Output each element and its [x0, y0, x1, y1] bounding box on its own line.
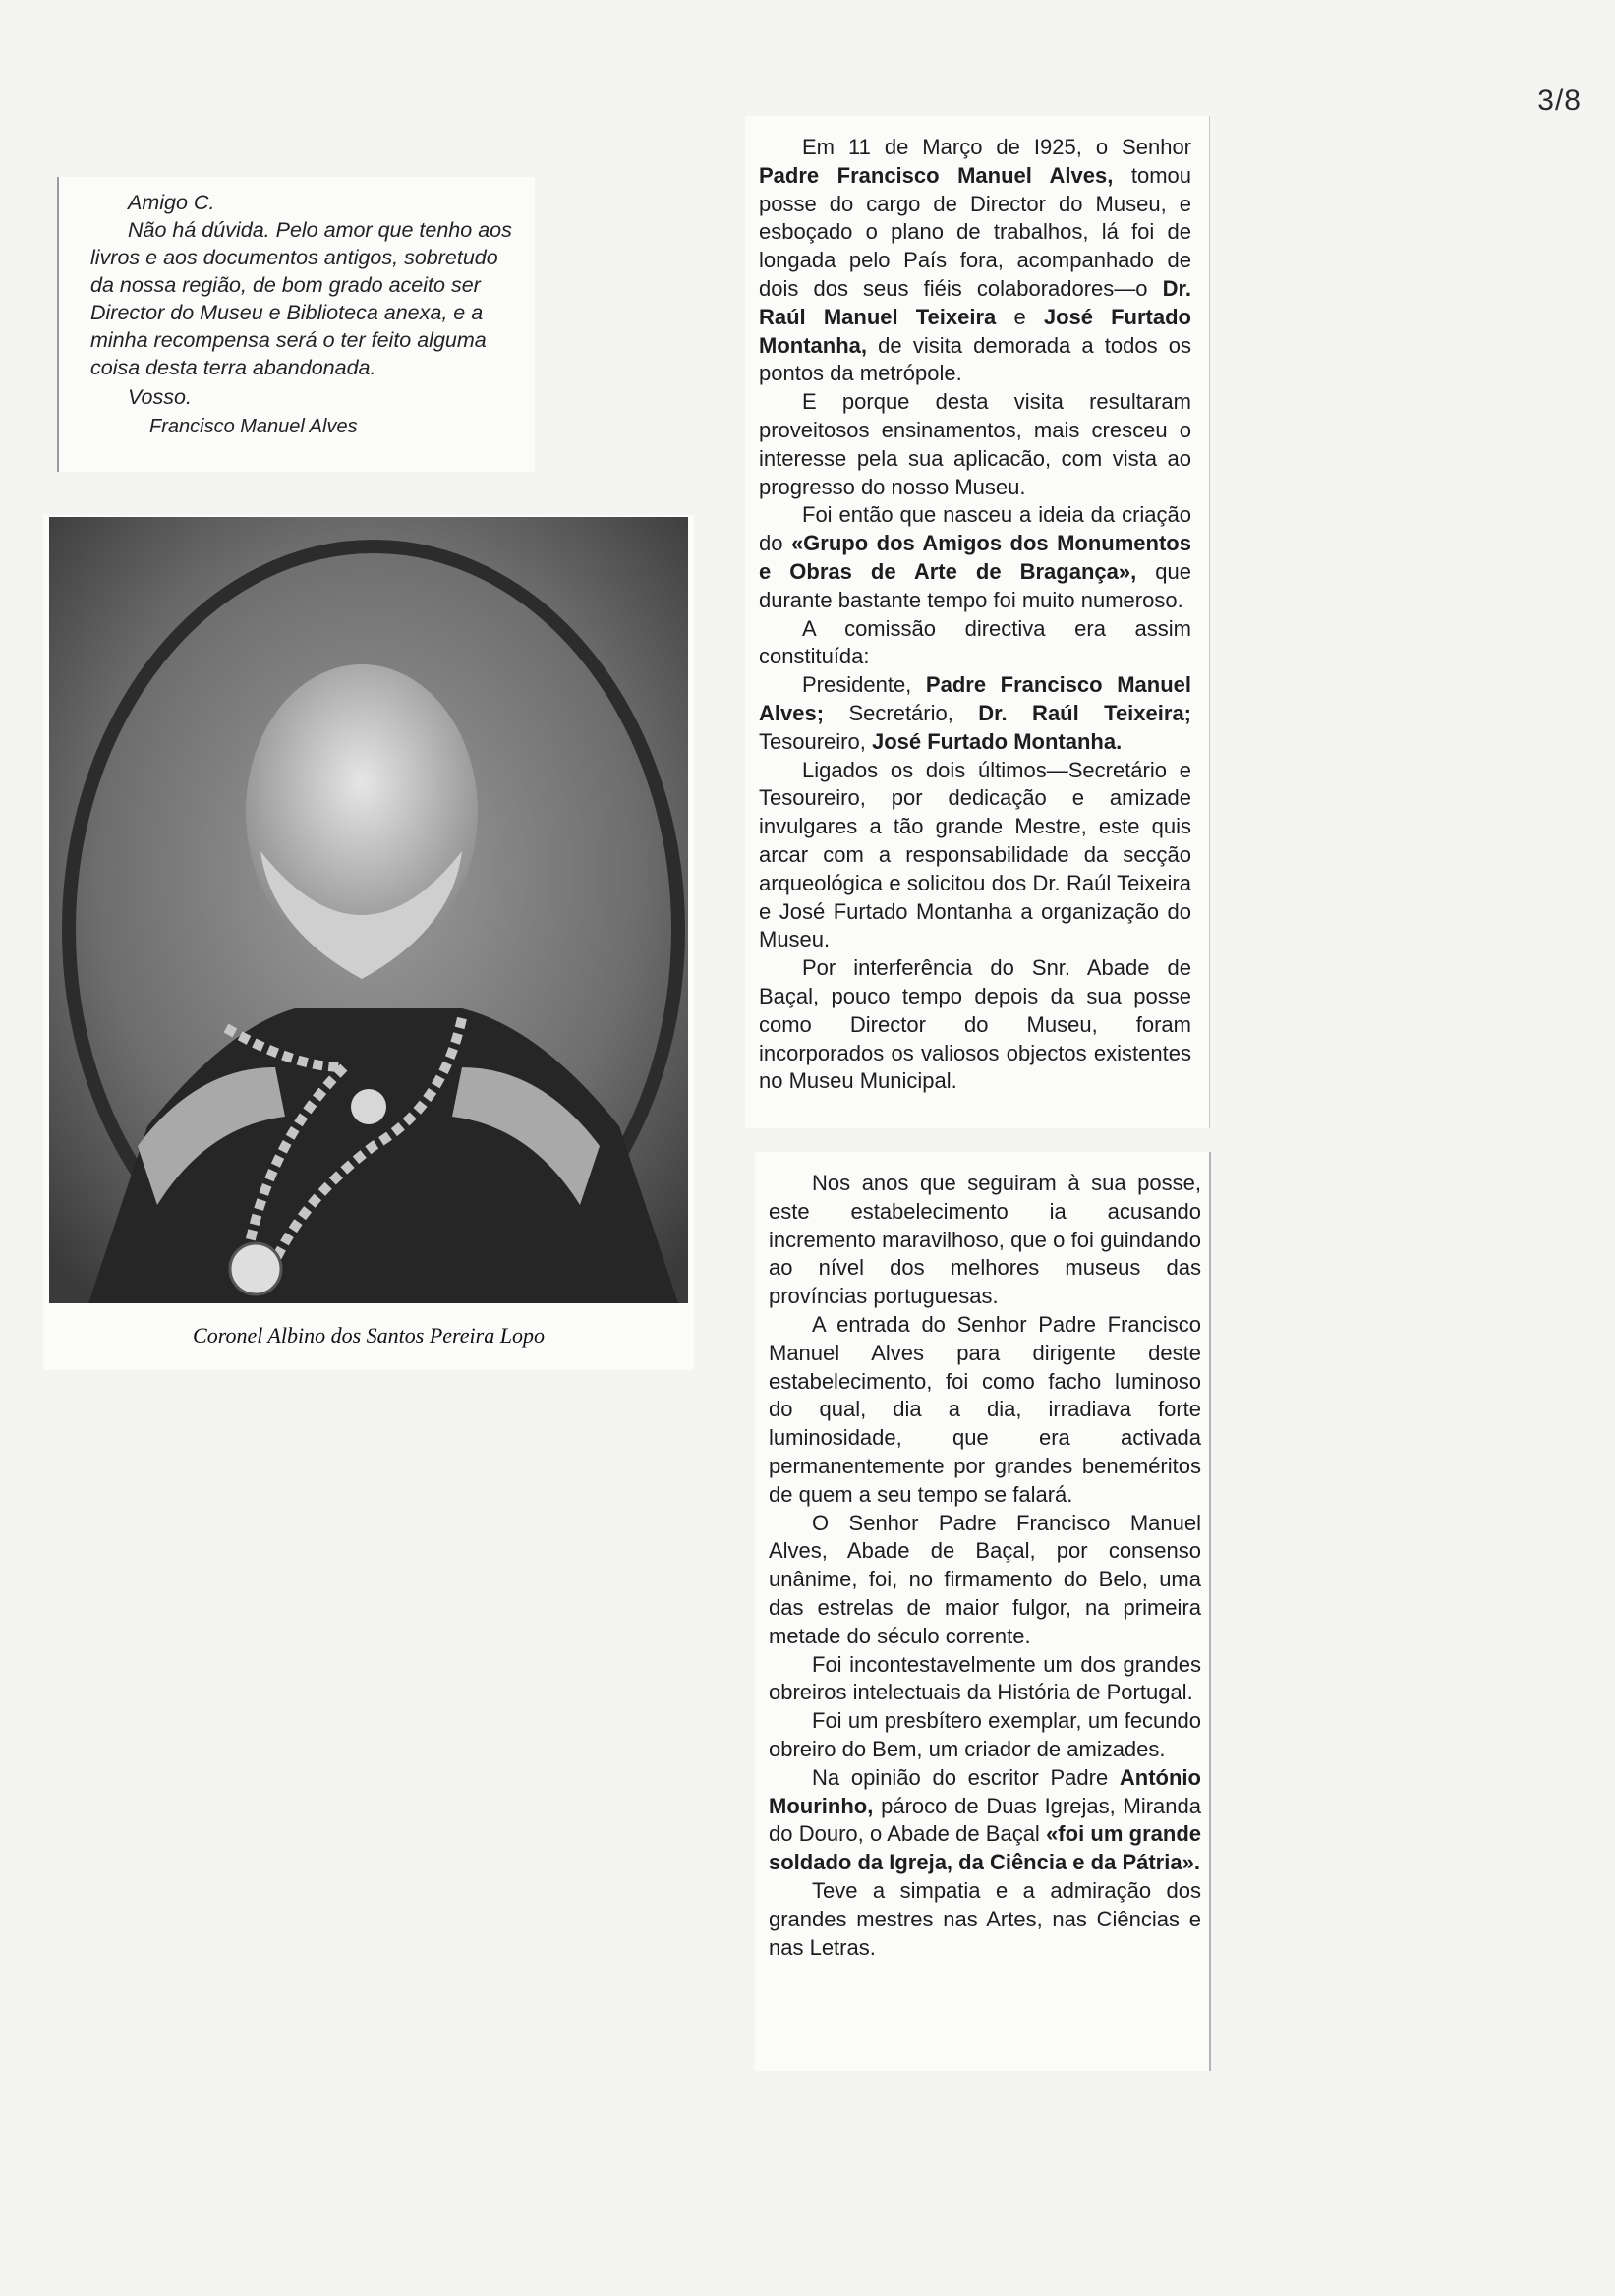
bold-text: José Furtado Montanha, — [759, 304, 1191, 358]
bold-text: Dr. Raúl Teixeira; — [978, 700, 1192, 725]
bold-text: Dr. Raúl Manuel Teixeira — [759, 275, 1191, 329]
article-column-1 — [745, 116, 1210, 1128]
paragraph — [769, 1764, 1201, 1877]
bold-text: José Furtado Montanha. — [871, 728, 1123, 754]
paragraph — [759, 501, 1191, 614]
bold-text: «foi um grande soldado da Igreja, da Ciência e da Pátria». — [769, 1821, 1201, 1875]
paragraph — [759, 671, 1191, 756]
paragraph: Foi incontestavelmente um dos grandes obreiros intelectuais da História de Portugal. — [769, 1651, 1201, 1705]
paragraph: Nos anos que seguiram à sua posse, este estabelecimento ia acusando incremento maravilhoso, que o foi guindando ao nível dos melhores museus das províncias portuguesas. — [769, 1171, 1201, 1309]
text: Na opinião do escritor Padre — [812, 1764, 1120, 1790]
letter-greeting: Amigo C. — [128, 191, 215, 214]
text: de visita demorada a todos os pontos da metrópole. — [759, 332, 1191, 386]
text: Em 11 de Março de I925, o Senhor — [802, 135, 1191, 159]
bold-text: Padre Francisco Manuel Alves; — [759, 672, 1191, 725]
letter-body: Não há dúvida. Pelo amor que tenho aos livros e aos documentos antigos, sobretudo da nossa região, de bom grado aceito ser Director do Museu e Biblioteca anexa, e a minha recompensa será o ter feito alguma coisa desta terra abandonada. — [90, 218, 512, 379]
photo-clipping — [43, 515, 694, 1370]
bold-text: Padre Francisco Manuel Alves, — [759, 162, 1114, 188]
text: e — [996, 304, 1044, 329]
paragraph: E porque desta visita resultaram proveitosos ensinamentos, mais cresceu o interesse pela sua aplicacão, com vista ao progresso do nosso Museu. — [759, 389, 1191, 499]
article-column-2 — [755, 1152, 1211, 2071]
column-1-text — [759, 134, 1191, 1096]
text: pároco de Duas Igrejas, Miranda do Douro, o Abade de Baçal — [769, 1793, 1201, 1847]
paragraph: A entrada do Senhor Padre Francisco Manuel Alves para dirigente deste estabelecimento, foi como facho luminoso do qual, dia a dia, irradiava forte luminosidade, que era activada permanentemente por grandes beneméritos de quem a seu tempo se falará. — [769, 1311, 1201, 1507]
page-number: 3/8 — [1537, 85, 1582, 117]
paragraph — [759, 134, 1191, 388]
portrait-image — [49, 517, 688, 1303]
text: Tesoureiro, — [759, 728, 872, 754]
paragraph: Por interferência do Snr. Abade de Baçal, pouco tempo depois da sua posse como Director do Museu, foram incorporados os valiosos objectos existentes no Museu Municipal. — [759, 955, 1191, 1094]
letter-text — [90, 189, 523, 440]
bold-text: António Mourinho, — [769, 1764, 1201, 1818]
paragraph: O Senhor Padre Francisco Manuel Alves, Abade de Baçal, por consenso unânime, foi, no firmamento do Belo, uma das estrelas de maior fulgor, na primeira metade do século corrente. — [769, 1510, 1201, 1648]
photo-caption: Coronel Albino dos Santos Pereira Lopo — [193, 1323, 545, 1348]
letter-clipping — [57, 177, 535, 472]
portrait-photo — [49, 517, 688, 1303]
paragraph: A comissão directiva era assim constituída: — [759, 615, 1191, 669]
text: Foi então que nasceu a ideia da criação do — [759, 502, 1191, 556]
text: Presidente, — [802, 672, 926, 698]
text: tomou posse do cargo de Director do Museu, e esboçado o plano de trabalhos, lá foi de longada pelo País fora, acompanhado de dois dos seus fiéis colaboradores—o — [759, 162, 1191, 301]
paragraph: Foi um presbítero exemplar, um fecundo obreiro do Bem, um criador de amizades. — [769, 1708, 1201, 1761]
text: que durante bastante tempo foi muito numeroso. — [759, 558, 1191, 612]
column-2-text — [769, 1170, 1201, 1962]
letter-closing: Vosso. — [128, 385, 192, 409]
letter-signature: Francisco Manuel Alves — [149, 416, 358, 437]
paragraph: Ligados os dois últimos—Secretário e Tesoureiro, por dedicação e amizade invulgares a tão grande Mestre, este quis arcar com a responsabilidade da secção arqueológica e solicitou dos Dr. Raúl Teixeira e José Furtado Montanha a organização do Museu. — [759, 757, 1191, 952]
paragraph: Teve a simpatia e a admiração dos grandes mestres nas Artes, nas Ciências e nas Letras. — [769, 1877, 1201, 1960]
bold-text: «Grupo dos Amigos dos Monumentos e Obras de Arte de Bragança», — [759, 531, 1191, 584]
text: Secretário, — [824, 700, 979, 725]
